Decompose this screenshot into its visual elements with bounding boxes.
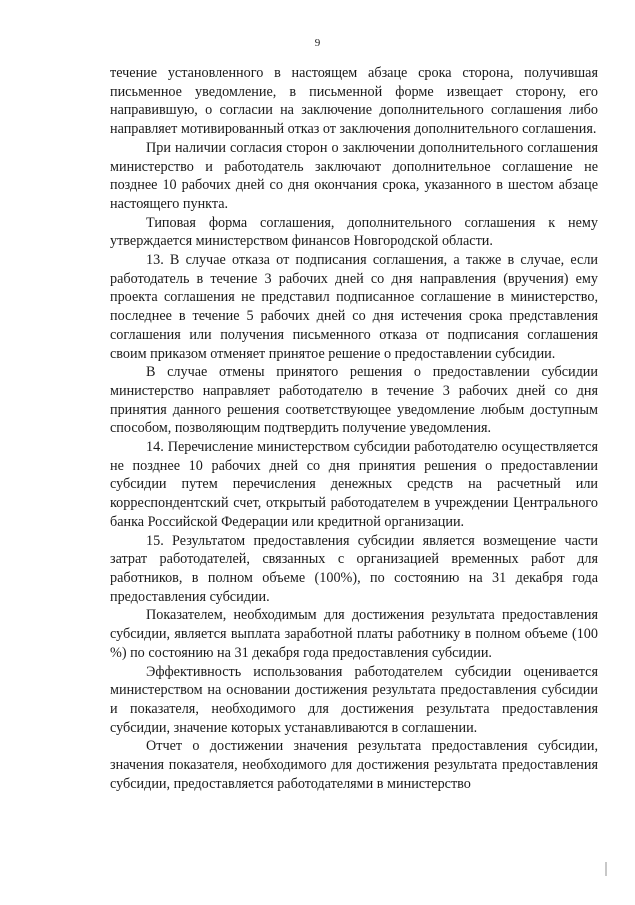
paragraph-2: При наличии согласия сторон о заключении дополнительного соглашения министерство и работодатель заключают дополнительное соглашение не позднее 10 рабочих дней со дня окончания срока, указанного в шестом абзаце настоящего пункта. [110,139,598,212]
document-body [110,64,598,793]
paragraph-10: Отчет о достижении значения результата предоставления субсидии, значения показателя, необходимого для достижения результата предоставления субсидии, предоставляется работодателями в министерство [110,738,598,792]
paragraph-4: 13. В случае отказа от подписания соглашения, а также в случае, если работодатель в течение 3 рабочих дней со дня направления (вручения) ему проекта соглашения не представил подписанное соглашение в министерство, последнее в течение 5 рабочих дней со дня истечения срока представления соглашения или получения письменного отказа от подписания соглашения своим приказом отменяет принятое решение о предоставлении субсидии. [110,252,598,362]
paragraph-1: течение установленного в настоящем абзаце срока сторона, получившая письменное уведомление, в письменной форме извещает сторону, его направившую, о согласии на заключение дополнительного соглашения либо направляет мотивированный отказ от заключения дополнительного соглашения. [110,65,598,138]
paragraph-7: 15. Результатом предоставления субсидии является возмещение части затрат работодателей, связанных с организацией временных работ для работников, в полном объеме (100%), по состоянию на 31 декабря года предоставления субсидии. [110,532,598,605]
paragraph-9: Эффективность использования работодателем субсидии оценивается министерством на основании достижения результата предоставления субсидии и показателя, необходимого для достижения результата предоставления субсидии, значение которых устанавливаются в соглашении. [110,663,598,736]
paragraph-5: В случае отмены принятого решения о предоставлении субсидии министерство направляет работодателю в течение 3 рабочих дней со дня принятия данного решения соответствующее уведомление любым доступным способом, позволяющим подтвердить получение уведомления. [110,364,598,437]
scan-margin-mark [605,862,607,876]
paragraph-3: Типовая форма соглашения, дополнительного соглашения к нему утверждается министерством финансов Новгородской области. [110,214,598,250]
paragraph-6: 14. Перечисление министерством субсидии работодателю осуществляется не позднее 10 рабочих дней со дня принятия решения о предоставлении субсидии путем перечисления денежных средств на расчетный или корреспондентский счет, открытый работодателем в учреждении Центрального банка Российской Федерации или кредитной организации. [110,439,598,530]
paragraph-8: Показателем, необходимым для достижения результата предоставления субсидии, является выплата заработной платы работнику в полном объеме (100 %) по состоянию на 31 декабря года предоставления субсидии. [110,607,598,661]
page-number: 9 [314,37,321,49]
